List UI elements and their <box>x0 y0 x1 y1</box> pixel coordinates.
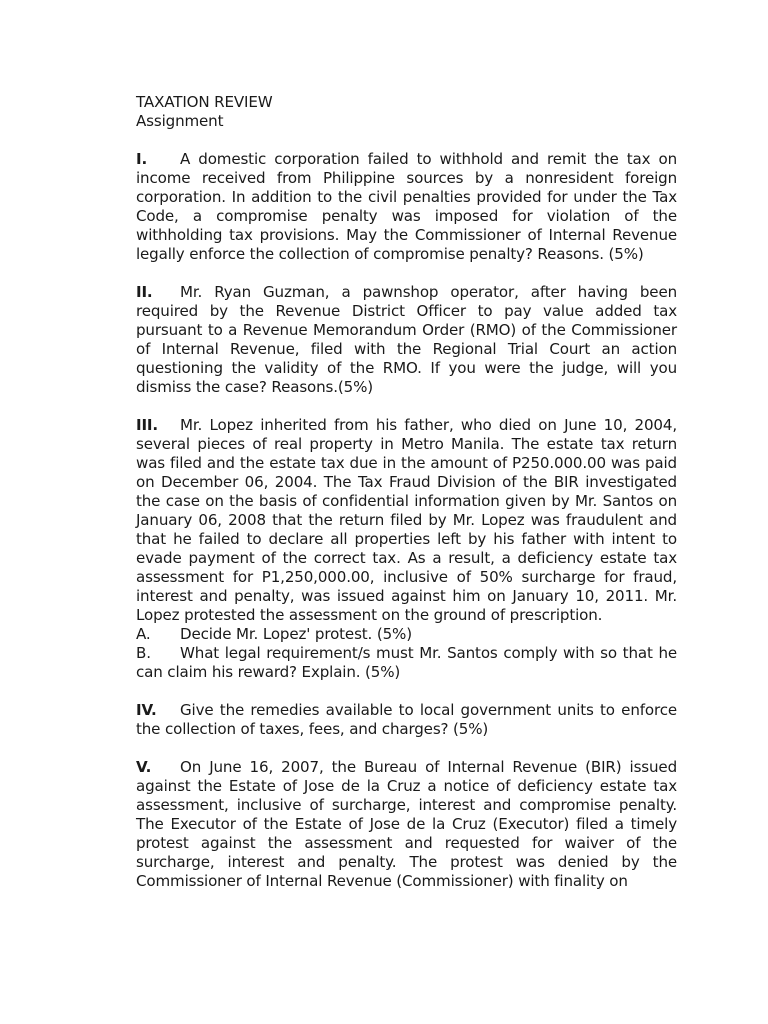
spacer <box>136 131 677 150</box>
question-number: I. <box>136 150 148 168</box>
question-text: Mr. Lopez inherited from his father, who died on June 10, 2004, several pieces of real property in Metro Manila. The estate tax return was filed and the estate tax due in the amount of P250.000.00 was paid on December 06, 2004. The Tax Fraud Division of the BIR investigated the case on the basis of confidential information given by Mr. Santos on January 06, 2008 that the return filed by Mr. Lopez was fraudulent and that he failed to declare all properties left by his father with intent to evade payment of the correct tax. As a result, a deficiency estate tax assessment for P1,250,000.00, inclusive of 50% surcharge for fraud, interest and penalty, was issued against him on January 10, 2011. Mr. Lopez protested the assessment on the ground of prescription. <box>136 416 677 624</box>
question-text: On June 16, 2007, the Bureau of Internal Revenue (BIR) issued against the Estate of Jose de la Cruz a notice of deficiency estate tax assessment, inclusive of surcharge, interest and compromise penalty. The Executor of the Estate of Jose de la Cruz (Executor) filed a timely protest against the assessment and requested for waiver of the surcharge, interest and penalty. The protest was denied by the Commissioner of Internal Revenue (Commissioner) with finality on <box>136 758 677 890</box>
question-text: Give the remedies available to local government units to enforce the collection of taxes, fees, and charges? (5%) <box>136 701 677 738</box>
document-body <box>136 93 677 891</box>
question-number: II. <box>136 283 153 301</box>
question-number: IV. <box>136 701 157 719</box>
question-3 <box>136 416 677 625</box>
subitem-label: B. <box>136 644 151 662</box>
document-subtitle: Assignment <box>136 112 224 130</box>
question-3-subitem-a <box>136 625 677 644</box>
subitem-text: What legal requirement/s must Mr. Santos comply with so that he can claim his reward? Explain. (5%) <box>136 644 677 681</box>
question-2 <box>136 283 677 397</box>
question-text: A domestic corporation failed to withhold and remit the tax on income received from Philippine sources by a nonresident foreign corporation. In addition to the civil penalties provided for under the Tax Code, a compromise penalty was imposed for violation of the withholding tax provisions. May the Commissioner of Internal Revenue legally enforce the collection of compromise penalty? Reasons. (5%) <box>136 150 677 263</box>
subitem-text: Decide Mr. Lopez' protest. (5%) <box>180 625 412 643</box>
spacer <box>136 397 677 416</box>
question-3-subitem-b <box>136 644 677 682</box>
spacer <box>136 264 677 283</box>
question-text: Mr. Ryan Guzman, a pawnshop operator, after having been required by the Revenue District Officer to pay value added tax pursuant to a Revenue Memorandum Order (RMO) of the Commissioner of Internal Revenue, filed with the Regional Trial Court an action questioning the validity of the RMO. If you were the judge, will you dismiss the case? Reasons.(5%) <box>136 283 677 396</box>
question-4 <box>136 701 677 739</box>
question-number: V. <box>136 758 152 776</box>
question-5 <box>136 758 677 891</box>
spacer <box>136 682 677 701</box>
subitem-label: A. <box>136 625 151 643</box>
document-title: TAXATION REVIEW <box>136 93 273 111</box>
question-number: III. <box>136 416 158 434</box>
question-1 <box>136 150 677 264</box>
spacer <box>136 739 677 758</box>
